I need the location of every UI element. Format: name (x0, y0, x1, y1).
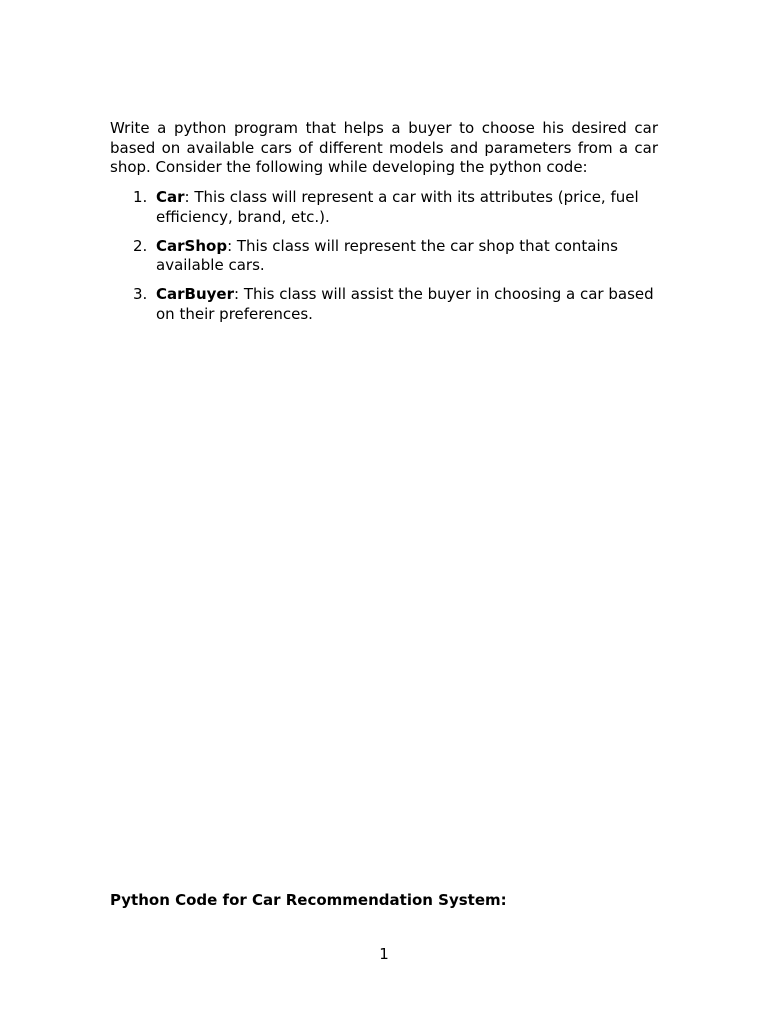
list-item-carshop (110, 237, 658, 276)
intro-paragraph: Write a python program that helps a buyer to choose his desired car based on available cars of different models and parameters from a car shop. Consider the following while developing the python code: (110, 119, 658, 176)
class-description-car: : This class will represent a car with its attributes (price, fuel efficiency, brand, etc.). (156, 188, 639, 226)
page-number: 1 (379, 945, 389, 963)
class-list (110, 188, 658, 334)
class-description-carbuyer: : This class will assist the buyer in choosing a car based on their preferences. (156, 285, 654, 323)
list-item-number: 3. (133, 285, 148, 303)
code-section-heading: Python Code for Car Recommendation System: (110, 891, 507, 909)
list-item-number: 1. (133, 188, 148, 206)
class-description-carshop: : This class will represent the car shop that contains available cars. (156, 236, 618, 274)
class-name-carshop: CarShop (156, 236, 228, 255)
list-item-carbuyer (110, 285, 658, 324)
list-item-car (110, 188, 658, 227)
class-name-carbuyer: CarBuyer (156, 285, 234, 303)
list-item-number: 2. (133, 236, 148, 255)
class-name-car: Car (156, 188, 185, 206)
